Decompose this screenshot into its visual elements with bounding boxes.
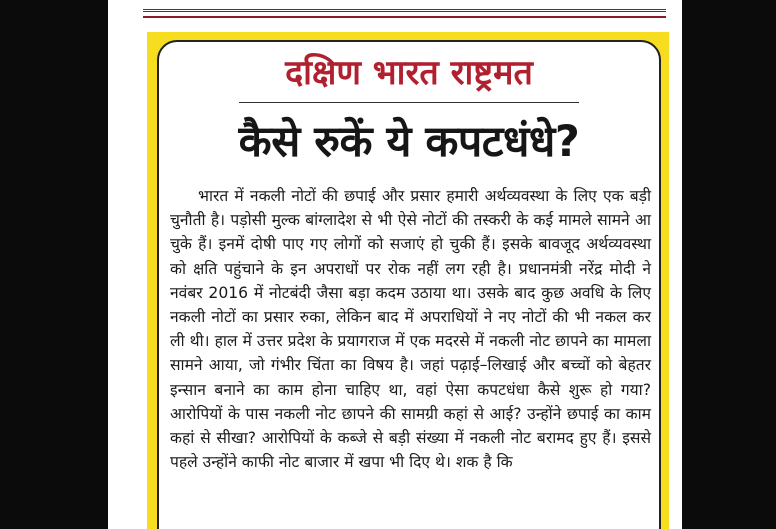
editorial-headline: कैसे रुकें ये कपटधंधे? [238, 117, 580, 167]
editorial-box [157, 40, 661, 529]
newspaper-page [108, 0, 682, 529]
editorial-body-text: भारत में नकली नोटों की छपाई और प्रसार हमारी अर्थव्यवस्था के लिए एक बड़ी चुनौती है। पड़ोसी मुल्क बांग्लादेश से भी ऐसे नोटों की तस्करी के कई मामले सामने आ चुके हैं। इनमें दोषी पाए गए लोगों को सजाएं हो चुकी हैं। इसके बावजूद अर्थव्यवस्था को क्षति पहुंचाने के इन अपराधों पर रोक नहीं लग रही है। प्रधानमंत्री नरेंद्र मोदी ने नवंबर 2016 में नोटबंदी जैसा बड़ा कदम उठाया था। उसके बाद कुछ अवधि के लिए नकली नोटों का प्रसार रुका, लेकिन बाद में अपराधियों ने नए नोटों की भी नकल कर ली थी। हाल में उत्तर प्रदेश के प्रयागराज में एक मदरसे में नकली नोट छापने का मामला सामने आया, जो गंभीर चिंता का विषय है। जहां पढ़ाई–लिखाई और बच्चों को बेहतर इन्सान बनाने का काम होना चाहिए था, वहां ऐसा कपटधंधा कैसे शुरू हो गया? आरोपियों के पास नकली नोट छापने की सामग्री कहां से आई? उन्होंने छपाई का काम कहां से सीखा? आरोपियों के कब्जे से बड़ी संख्या में नकली नोट बरामद हुए हैं। इससे पहले उन्होंने काफी नोट बाजार में खपा भी दिए थे। शक है कि [170, 187, 651, 472]
editorial-panel [147, 32, 669, 529]
newspaper-brand: दक्षिण भारत राष्ट्रमत [285, 53, 533, 93]
top-rule [143, 16, 666, 18]
top-double-rule [143, 9, 666, 12]
brand-underline [239, 102, 579, 103]
